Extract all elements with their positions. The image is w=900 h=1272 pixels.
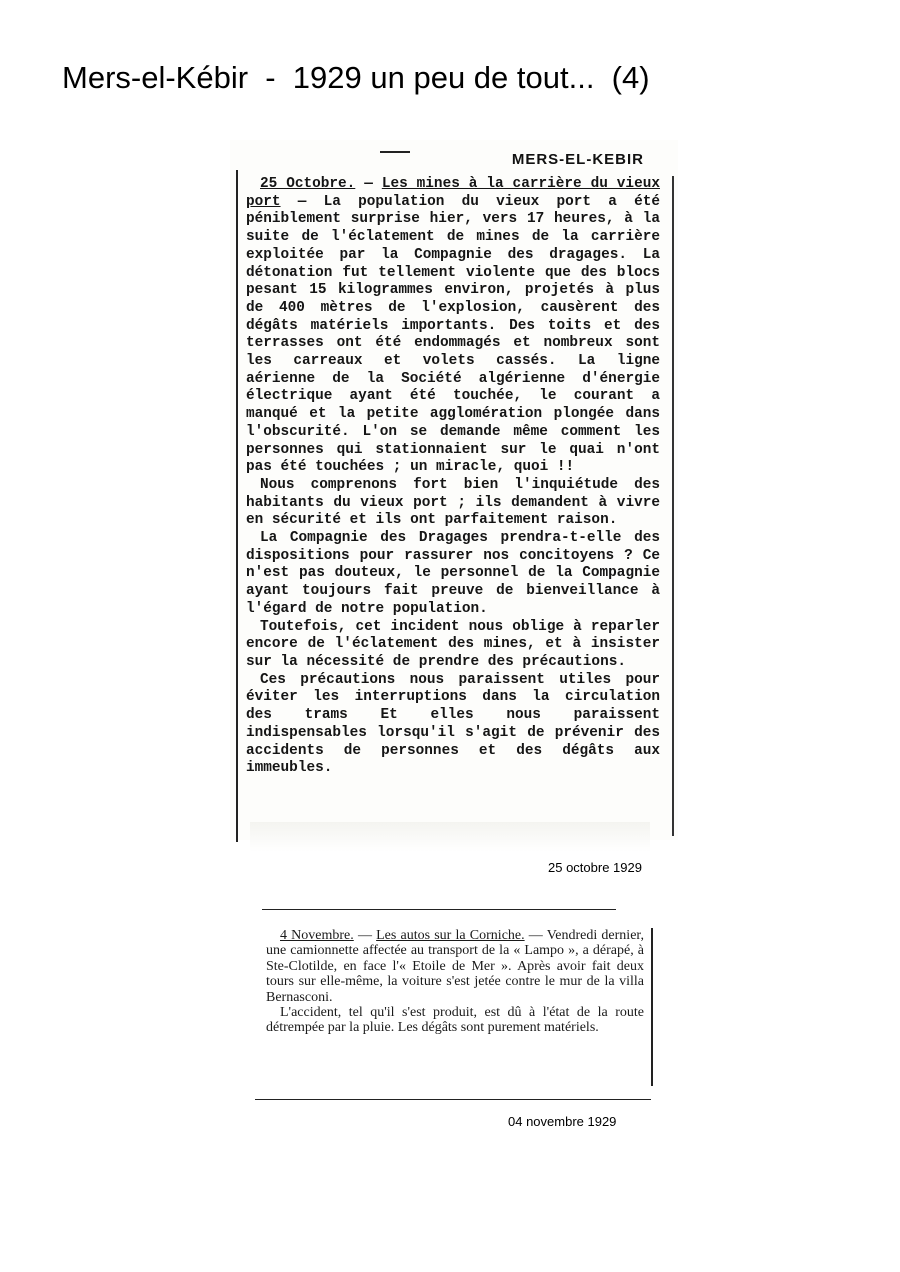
newspaper-clipping-october	[230, 140, 678, 840]
article-paragraph	[246, 176, 660, 477]
clipping-rule-bottom	[255, 1099, 651, 1100]
article-heading: Les mines à la carrière du vieux port	[246, 176, 660, 210]
dash: —	[355, 176, 382, 192]
paragraph-text: — Vendredi dernier, une camionnette affectée au transport de la « Lampo », a dérapé, à Ste-Clotilde, en face l'« Etoile de Mer ». Après avoir fait deux tours sur elle-même, la voiture s'est jetée contre le mur de la villa Bernasconi.	[266, 928, 645, 1005]
scan-smudge	[250, 822, 650, 852]
article-date: 4 Novembre.	[280, 928, 354, 943]
column-rule-left	[236, 170, 238, 842]
column-rule-right	[651, 928, 653, 1086]
article-paragraph: Toutefois, cet incident nous oblige à reparler encore de l'éclatement des mines, et à insister sur la nécessité de prendre des précautions.	[246, 618, 660, 670]
article-paragraph: La Compagnie des Dragages prendra-t-elle des dispositions pour rassurer nos concitoyens ? Ce n'est pas douteux, le personnel de la Compagnie ayant toujours fait preuve de bienveillance à l'égard de notre population.	[246, 530, 660, 617]
column-rule-right	[672, 176, 674, 836]
article-paragraph: L'accident, tel qu'il s'est produit, est dû à l'état de la route détrempée par la pluie. Les dégâts sont purement matériels.	[266, 1005, 644, 1036]
caption-date: 25 octobre 1929	[548, 860, 642, 875]
masthead: MERS-EL-KEBIR	[511, 151, 644, 168]
page-title: Mers-el-Kébir - 1929 un peu de tout... (4)	[62, 60, 650, 95]
article-date: 25 Octobre.	[260, 176, 356, 192]
article-paragraph	[266, 928, 644, 1005]
article-heading: Les autos sur la Corniche.	[376, 928, 525, 943]
article-body	[246, 176, 660, 778]
top-rule	[380, 151, 410, 153]
article-paragraph: Nous comprenons fort bien l'inquiétude des habitants du vieux port ; ils demandent à vivre en sécurité et ils ont parfaitement raison.	[246, 476, 660, 529]
clipping-rule-top	[262, 909, 616, 910]
paragraph-text: — La population du vieux port a été péniblement surprise hier, vers 17 heures, à la suite de l'éclatement de mines de la carrière exploitée par la Compagnie des dragages. La détonation fut tellement violente que des blocs pesant 15 kilogrammes environ, projetés à plus de 400 mètres de l'explosion, causèrent des dégâts matériels importants. Des toits et des terrasses ont été endommagés et nombreux sont les carreaux et volets cassés. La ligne aérienne de la Société algérienne d'énergie électrique ayant été touchée, le courant a manqué et la petite agglomération plongée dans l'obscurité. L'on se demande même comment les personnes qui stationnaient sur le quai n'ont pas été touchées ; un miracle, quoi !!	[246, 193, 660, 476]
newspaper-clipping-november	[266, 928, 644, 1036]
article-paragraph: Ces précautions nous paraissent utiles pour éviter les interruptions dans la circulation des trams Et elles nous paraissent indispensables lorsqu'il s'agit de prévenir des accidents de personnes et des dégâts aux immeubles.	[246, 671, 660, 777]
dash: —	[353, 928, 377, 943]
caption-date: 04 novembre 1929	[508, 1114, 617, 1129]
